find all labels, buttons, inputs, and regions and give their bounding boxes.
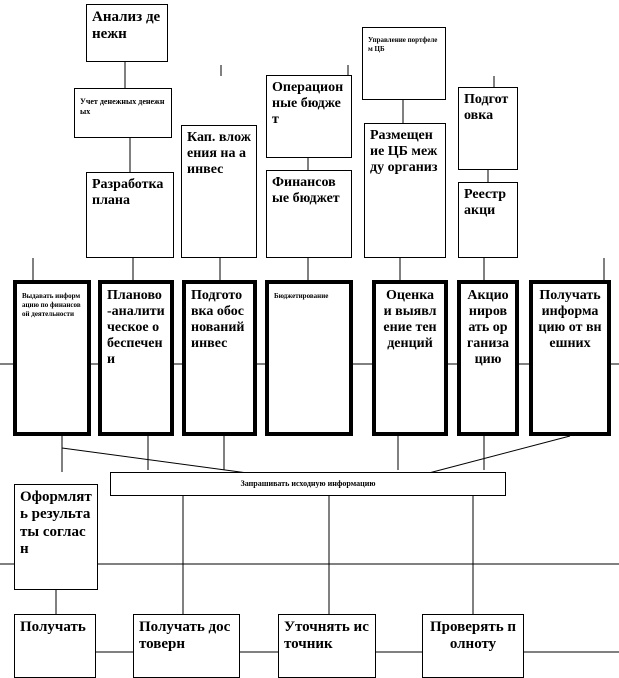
box-shareholding-label: Акционировать организацию [466,288,510,368]
box-shareholding [457,280,519,436]
box-capital-investment-label: Кап. вложения на а инвес [187,130,251,178]
box-format-results [14,484,98,590]
box-securities-management [362,27,446,100]
request-source-info-label: Запрашивать исходную информацию [240,479,376,488]
box-budgeting-label: Бюджетирование [274,292,329,300]
box-obtain-label: Получать [20,619,86,635]
box-trend-assessment [372,280,448,436]
box-operational-budgets [266,75,352,158]
box-clarify-sources-label: Уточнять источник [284,619,369,653]
box-issue-financial-info-label: Выдавать информацию по финансовой деятельности [22,292,81,319]
box-clarify-sources [278,614,376,678]
box-accounting-label: Учет денежных денежных [80,97,165,116]
box-investment-justification [182,280,257,436]
box-trend-assessment-label: Оценка и выявление тенденций [383,288,437,352]
box-securities-management-label: Управление портфелем ЦБ [368,36,438,54]
box-budgeting [265,280,353,436]
box-format-results-label: Оформлять результаты согласн [20,489,92,557]
box-accounting [74,88,172,138]
box-check-completeness-label: Проверять полноту [429,619,517,653]
box-capital-investment [181,125,257,258]
box-obtain-reliable [133,614,240,678]
box-development [86,172,174,258]
box-obtain [14,614,96,678]
box-share-registry-label: Реестр акци [464,187,507,219]
box-analysis [86,4,168,62]
box-preparation-label: Подготовка [464,92,509,124]
box-planning-analytics [98,280,174,436]
box-share-registry [458,182,518,258]
box-preparation [458,87,518,170]
box-issue-financial-info [13,280,91,436]
request-source-info-bar [110,472,506,496]
box-planning-analytics-label: Планово-аналитическое обеспечени [107,288,165,368]
box-external-info-label: Получать информацию от внешних [538,288,602,352]
box-financial-budgets [266,170,352,258]
box-analysis-label: Анализ денежн [92,9,161,43]
box-investment-justification-label: Подготовка обоснований инвес [191,288,245,352]
box-check-completeness [422,614,524,678]
box-securities-placement-label: Размещение ЦБ между организ [370,128,438,176]
box-external-info [529,280,611,436]
box-securities-placement [364,123,446,258]
box-development-label: Разработка плана [92,177,164,209]
box-financial-budgets-label: Финансовые бюджет [272,175,340,207]
box-obtain-reliable-label: Получать достоверн [139,619,231,653]
box-operational-budgets-label: Операционные бюджет [272,80,344,128]
